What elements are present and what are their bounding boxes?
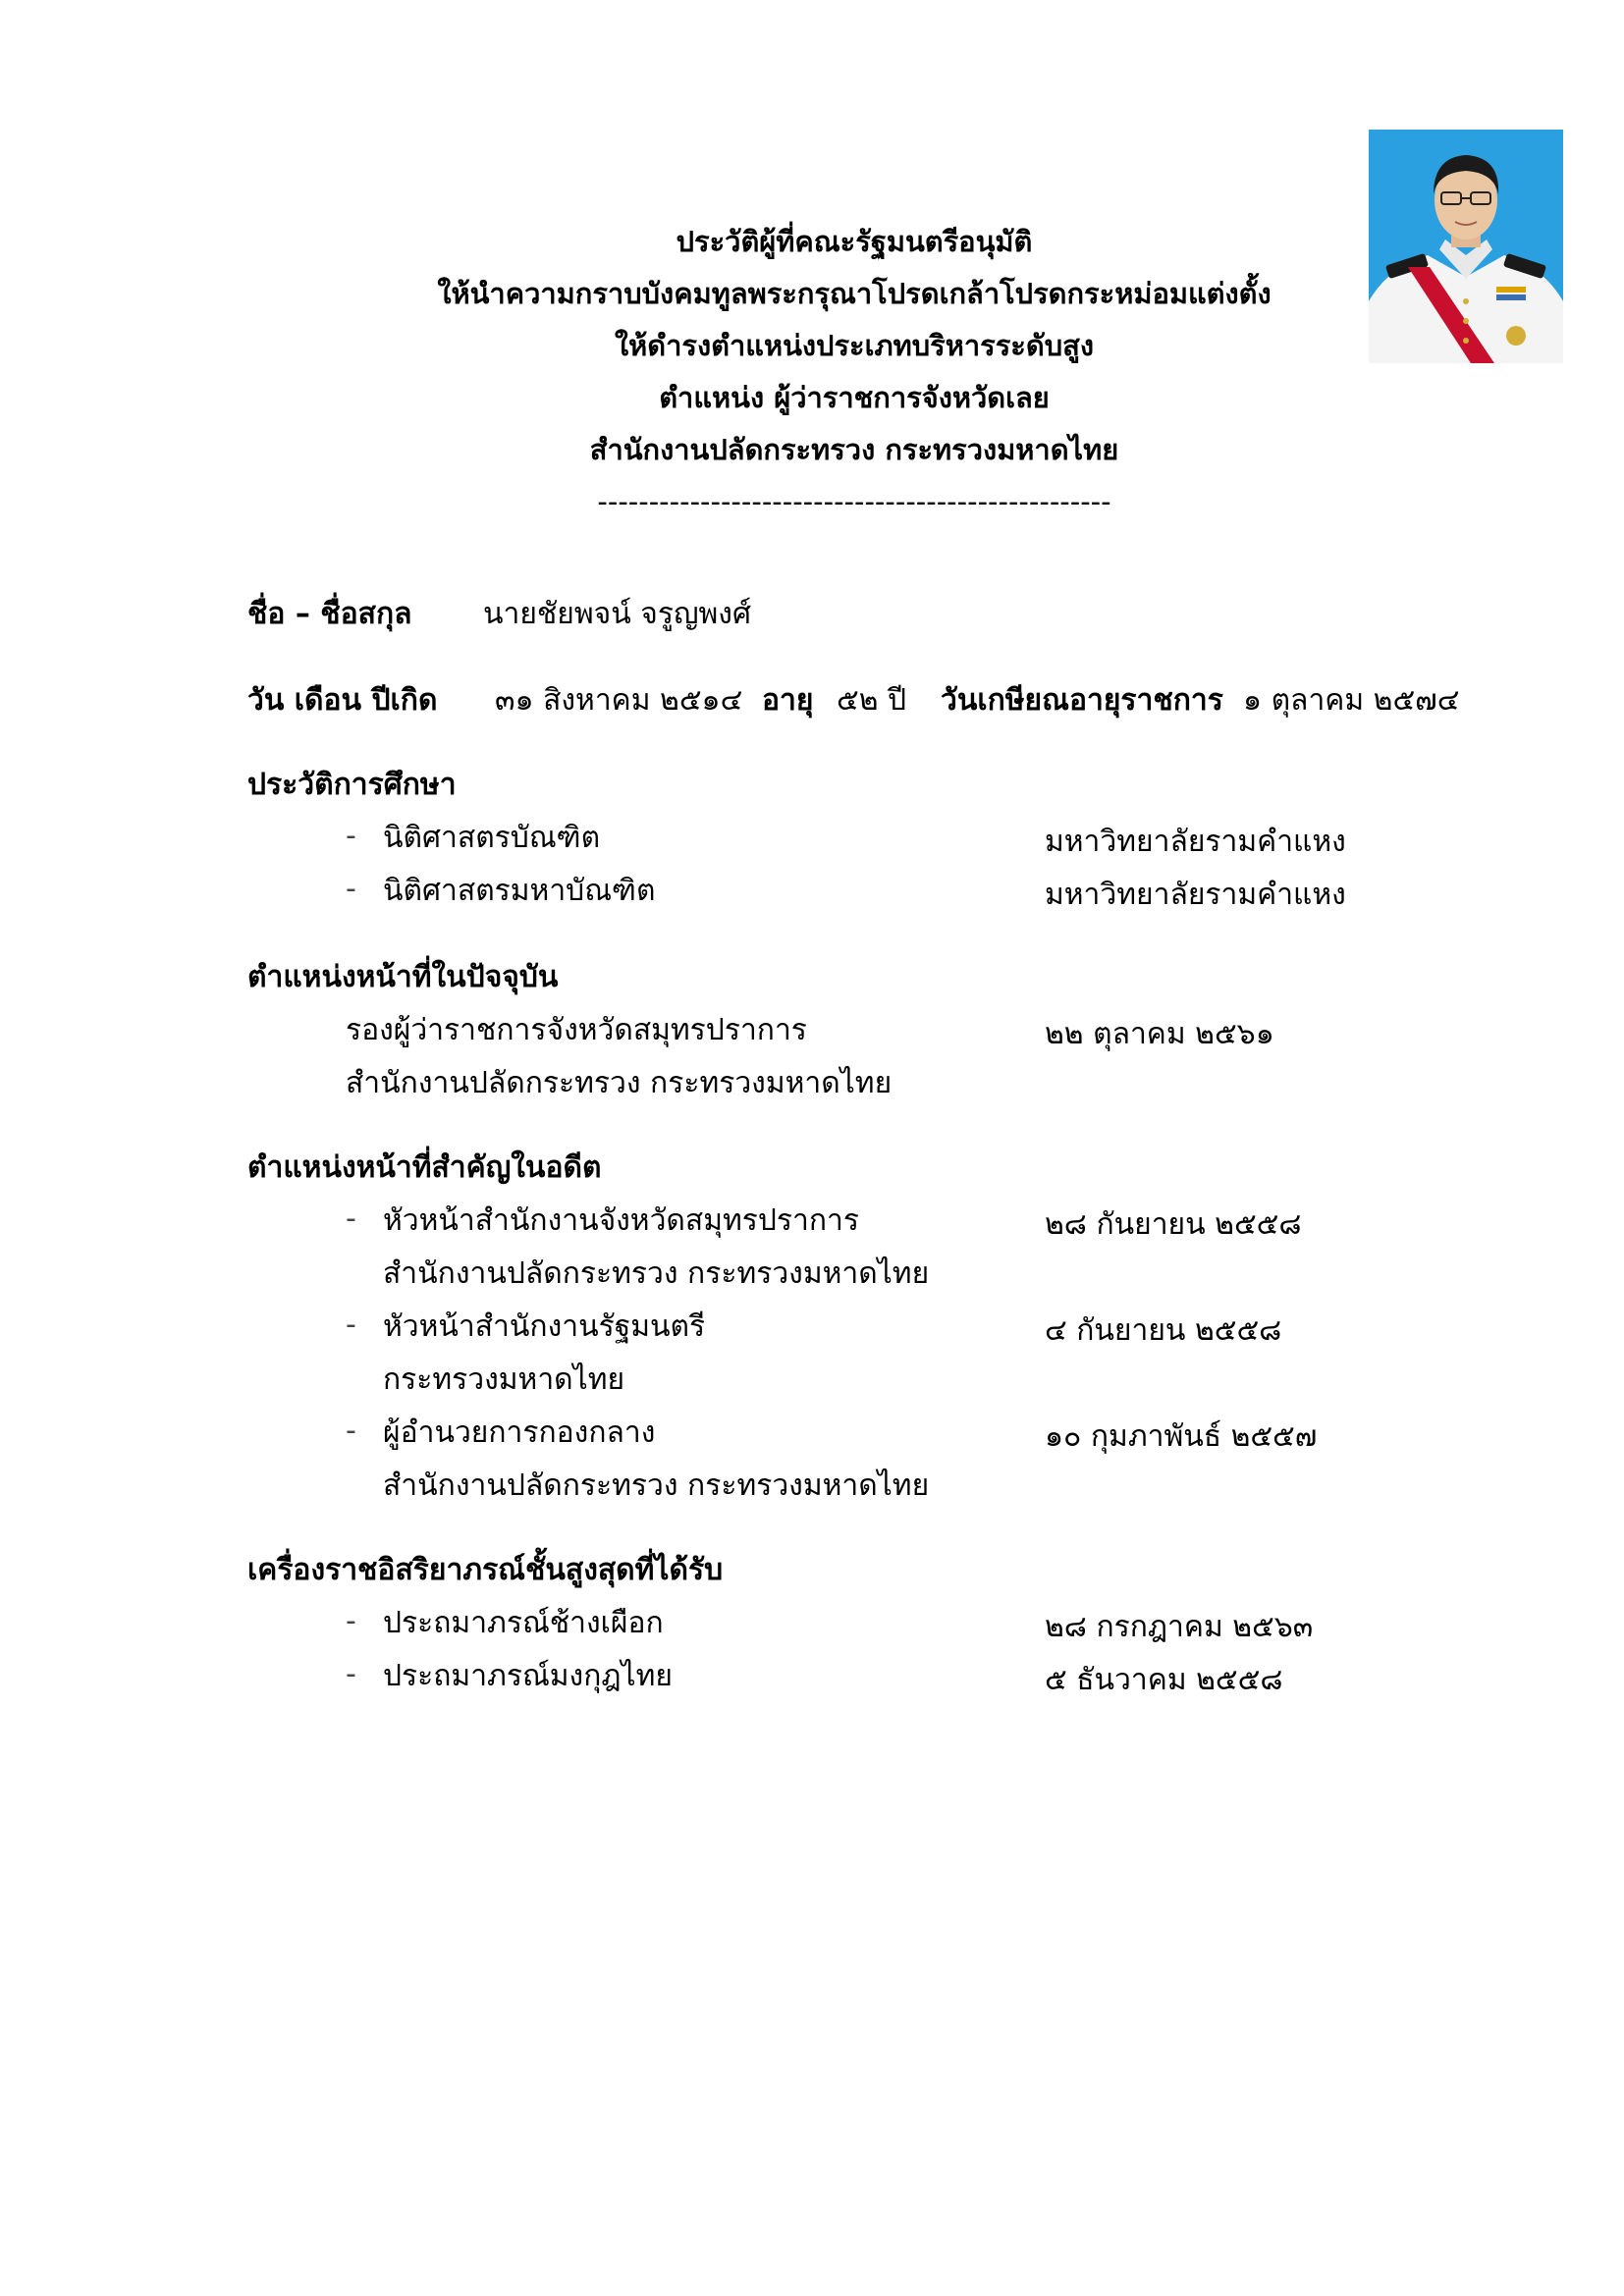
past-position-bullet: - [346,1308,356,1342]
current-position-name: รองผู้ว่าราชการจังหวัดสมุทรปราการ [346,1013,807,1047]
decoration-bullet: - [346,1657,356,1691]
past-position-date: ๑๐ กุมภาพันธ์ ๒๕๕๗ [1045,1419,1318,1454]
past-position-name: หัวหน้าสำนักงานจังหวัดสมุทรปราการ [383,1203,860,1238]
header-title: ประวัติผู้ที่คณะรัฐมนตรีอนุมัติ [676,225,1033,258]
past-positions-title: ตำแหน่งหน้าที่สำคัญในอดีต [247,1150,602,1185]
past-position-name: ผู้อำนวยการกองกลาง [383,1415,656,1450]
past-position-date: ๔ กันยายน ๒๕๕๘ [1045,1313,1282,1348]
name-value: นายชัยพจน์ จรูญพงศ์ [483,597,751,631]
portrait-photo [1369,130,1563,363]
document-header [373,216,1335,528]
education-institution: มหาวิทยาลัยรามคำแหง [1045,878,1346,912]
decoration-date: ๒๘ กรกฎาคม ๒๕๖๓ [1045,1610,1314,1644]
education-degree: นิติศาสตรบัณฑิต [383,821,601,855]
current-position-org: สำนักงานปลัดกระทรวง กระทรวงมหาดไทย [346,1066,893,1100]
current-position-title: ตำแหน่งหน้าที่ในปัจจุบัน [247,960,559,994]
retirement-date: ๑ ตุลาคม ๒๕๗๔ [1243,683,1460,718]
education-bullet: - [346,819,356,853]
current-position-date: ๒๒ ตุลาคม ๒๕๖๑ [1045,1017,1274,1051]
birth-date: ๓๑ สิงหาคม ๒๕๑๔ [495,683,743,718]
past-position-bullet: - [346,1201,356,1236]
age-label: อายุ [762,683,814,718]
header-line-2: ให้นำความกราบบังคมทูลพระกรุณาโปรดเกล้าโปรดกระหม่อมแต่งตั้ง [437,277,1272,310]
name-label: ชื่อ – ชื่อสกุล [247,597,412,631]
past-position-bullet: - [346,1414,356,1448]
header-line-3: ให้ดำรงตำแหน่งประเภทบริหารระดับสูง [615,329,1094,362]
education-institution: มหาวิทยาลัยรามคำแหง [1045,825,1346,859]
header-organization: สำนักงานปลัดกระทรวง กระทรวงมหาดไทย [589,433,1119,466]
retirement-label: วันเกษียณอายุราชการ [941,683,1223,718]
past-position-org: สำนักงานปลัดกระทรวง กระทรวงมหาดไทย [383,1256,930,1291]
past-position-org: สำนักงานปลัดกระทรวง กระทรวงมหาดไทย [383,1468,930,1503]
header-divider: -------------------------------------------------- [597,485,1111,518]
birth-label: วัน เดือน ปีเกิด [247,683,438,718]
past-position-name: หัวหน้าสำนักงานรัฐมนตรี [383,1309,706,1344]
header-position: ตำแหน่ง ผู้ว่าราชการจังหวัดเลย [659,381,1050,414]
decoration-name: ประถมาภรณ์ช้างเผือก [383,1606,664,1640]
education-title: ประวัติการศึกษา [247,768,457,802]
decoration-name: ประถมาภรณ์มงกุฎไทย [383,1659,673,1693]
decoration-date: ๕ ธันวาคม ๒๕๕๘ [1045,1663,1283,1697]
age-value: ๕๒ ปี [837,683,907,718]
education-degree: นิติศาสตรมหาบัณฑิต [383,874,656,908]
past-position-date: ๒๘ กันยายน ๒๕๕๘ [1045,1207,1302,1242]
decorations-title: เครื่องราชอิสริยาภรณ์ชั้นสูงสุดที่ได้รับ [247,1553,724,1587]
decoration-bullet: - [346,1604,356,1638]
education-bullet: - [346,872,356,906]
portrait-image-icon [1369,130,1563,363]
past-position-org: กระทรวงมหาดไทย [383,1362,625,1397]
